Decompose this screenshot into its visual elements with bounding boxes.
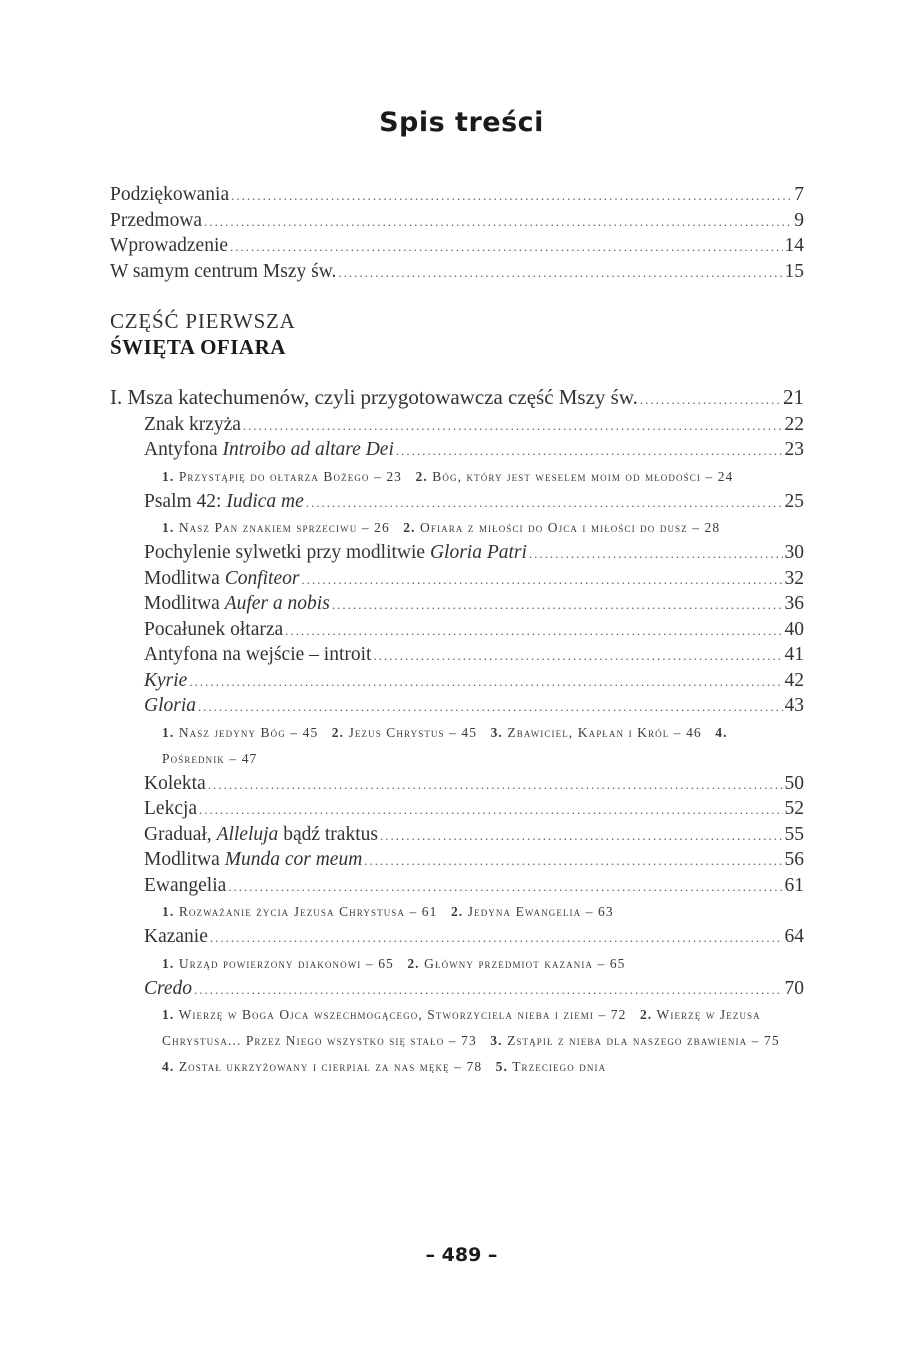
part-title: ŚWIĘTA OFIARA [110, 335, 286, 359]
toc-entry[interactable] [110, 541, 804, 567]
dot-leader [396, 439, 783, 464]
entry-page: 23 [784, 439, 804, 460]
dot-leader [228, 875, 782, 900]
entry-label: Kyrie [144, 669, 188, 691]
toc-entry[interactable] [110, 438, 804, 464]
dot-leader [373, 644, 782, 669]
toc-entry[interactable] [110, 618, 804, 644]
entry-page: 9 [794, 209, 804, 231]
entry-label: Przedmowa [110, 209, 203, 231]
entry-label: Modlitwa Aufer a nobis [144, 593, 330, 614]
entry-page: 15 [784, 260, 804, 282]
entry-page: 61 [784, 874, 804, 896]
entry-label: Wprowadzenie [110, 235, 229, 256]
toc-entry[interactable] [110, 848, 804, 874]
dot-leader [194, 978, 782, 1003]
toc-entry[interactable] [110, 772, 804, 798]
entry-page: 70 [784, 977, 804, 999]
entry-page: 36 [784, 593, 804, 614]
toc-entry[interactable] [110, 823, 804, 849]
entry-label: W samym centrum Mszy św. [110, 260, 337, 282]
part-heading [110, 308, 804, 360]
entry-label: Ewangelia [144, 874, 227, 896]
dot-leader [199, 798, 782, 823]
entry-label: Graduał, Alleluja bądź traktus [144, 823, 378, 845]
entry-page: 22 [784, 413, 804, 435]
dot-leader [198, 695, 782, 720]
entry-label: Kazanie [144, 926, 208, 947]
entry-label: Gloria [144, 695, 197, 716]
dot-leader [189, 670, 782, 695]
toc-entry[interactable] [110, 260, 804, 286]
entry-page: 40 [784, 618, 804, 640]
entry-page: 56 [784, 849, 804, 870]
toc-entry[interactable] [110, 592, 804, 618]
subtopics: 1. Nasz jedyny Bóg – 45 2. Jezus Chrystus – 45 3. Zbawiciel, Kapłan i Król – 46 4. Pośrednik – 47 [162, 724, 728, 766]
dot-leader [285, 619, 782, 644]
entry-page: 52 [784, 798, 804, 819]
entry-label: Lekcja [144, 798, 198, 819]
entry-page: 64 [784, 926, 804, 947]
entry-label: Pocałunek ołtarza [144, 618, 284, 640]
entry-label: Modlitwa Confiteor [144, 567, 300, 589]
dot-leader [301, 568, 782, 593]
dot-leader [529, 542, 783, 567]
toc-entry[interactable] [110, 183, 804, 209]
subtopics: 1. Nasz Pan znakiem sprzeciwu – 26 2. Ofiara z miłości do Ojca i miłości do dusz – 28 [162, 520, 721, 535]
entry-label: Antyfona na wejście – introit [144, 644, 372, 665]
toc-entry[interactable] [110, 925, 804, 951]
toc-entry[interactable] [110, 874, 804, 900]
dot-leader [231, 184, 792, 209]
toc-chapter [110, 385, 804, 1080]
dot-leader [243, 414, 783, 439]
entry-label: Credo [144, 977, 193, 999]
part-label: CZĘŚĆ PIERWSZA [110, 309, 296, 333]
dot-leader [204, 210, 792, 235]
dot-leader [306, 491, 783, 516]
entry-page: 14 [784, 235, 804, 256]
entry-label: I. Msza katechumenów, czyli przygotowawcza część Mszy św. [110, 385, 638, 409]
entry-page: 7 [794, 184, 804, 205]
entry-label: Znak krzyża [144, 413, 241, 435]
entry-label: Modlitwa Munda cor meum [144, 849, 363, 870]
subtopics: 1. Przystąpię do ołtarza Bożego – 23 2. Bóg, który jest weselem moim od młodości – 24 [162, 468, 734, 484]
entry-page: 50 [784, 772, 804, 794]
dot-leader [640, 388, 781, 413]
toc-entry[interactable] [110, 490, 804, 516]
page-title: Spis treści [379, 107, 544, 138]
entry-page: 25 [784, 490, 804, 512]
dot-leader [230, 235, 782, 260]
subtopics: 1. Wierzę w Boga Ojca wszechmogącego, Stworzyciela nieba i ziemi – 72 2. Wierzę w Jezusa Chrystusa... Przez Niego wszystko się stało – 73 3. Zstąpił z nieba dla naszego zbawienia – 75 4. Został ukrzyżowany i cierpiał za nas mękę – 78 5. Trzeciego dnia [162, 1007, 780, 1074]
entry-label: Podziękowania [110, 184, 230, 205]
entry-page: 42 [784, 669, 804, 691]
toc-entry[interactable] [110, 694, 804, 720]
entry-page: 30 [784, 542, 804, 563]
toc-entry[interactable] [110, 643, 804, 669]
chapter-entry[interactable] [110, 385, 804, 413]
dot-leader [210, 926, 783, 951]
entry-page: 43 [784, 695, 804, 716]
dot-leader [338, 261, 782, 286]
toc-entry[interactable] [110, 413, 804, 439]
entry-label: Psalm 42: Iudica me [144, 490, 304, 512]
toc-entry[interactable] [110, 797, 804, 823]
entry-label: Antyfona Introibo ad altare Dei [144, 439, 394, 460]
entry-label: Pochylenie sylwetki przy modlitwie Gloria Patri [144, 542, 527, 563]
toc-entry[interactable] [110, 567, 804, 593]
subtopics: 1. Urząd powierzony diakonowi – 65 2. Główny przedmiot kazania – 65 [162, 955, 626, 971]
dot-leader [364, 849, 782, 874]
entry-page: 21 [783, 385, 804, 409]
toc-entry[interactable] [110, 209, 804, 235]
dot-leader [380, 824, 783, 849]
entry-page: 41 [784, 644, 804, 665]
dot-leader [208, 773, 783, 798]
toc-entry[interactable] [110, 977, 804, 1003]
page-number: – 489 – [425, 1244, 498, 1266]
dot-leader [332, 593, 783, 618]
entry-page: 55 [784, 823, 804, 845]
entry-page: 32 [784, 567, 804, 589]
toc-entry[interactable] [110, 234, 804, 260]
subtopics: 1. Rozważanie życia Jezusa Chrystusa – 61 2. Jedyna Ewangelia – 63 [162, 904, 614, 919]
entry-label: Kolekta [144, 772, 206, 794]
toc-intro [110, 183, 804, 285]
toc-entry[interactable] [110, 669, 804, 695]
